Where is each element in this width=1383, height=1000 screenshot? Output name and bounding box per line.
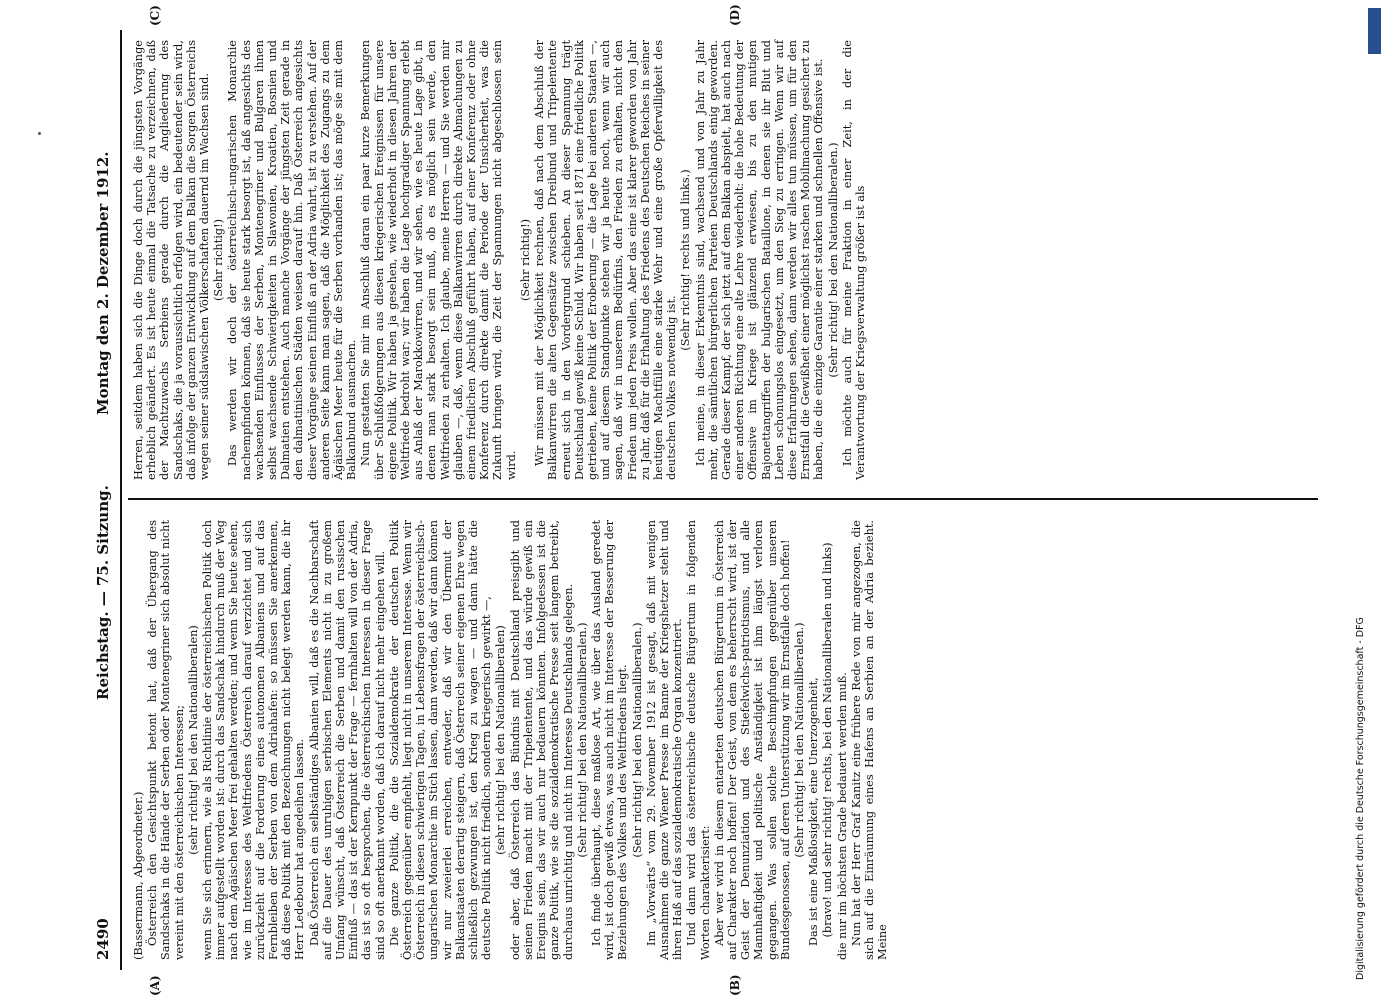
dfg-logo: DFG [1368, 8, 1381, 54]
margin-marker-c: (C) [148, 5, 162, 26]
left-column [132, 520, 890, 960]
digitization-note [1355, 20, 1375, 980]
scan-speck [38, 132, 41, 135]
left-paragraph: Nun hat der Herr Graf Kanitz eine frühere Rede von mir angezogen, die sich auf die Einräumung eines Hafens an Serbien an der Adria bezieht. Meine [849, 520, 890, 960]
right-column [132, 40, 868, 480]
right-paragraph: Wir müssen mit der Möglichkeit rechnen, daß nach dem Abschluß der Balkanwirren die alten Gegensätze zwischen Dreibund und Tripelentente erneut sich in den Vordergrund schieben. An dieser Spannung trägt Deutschland gewiß keine Schuld. Wir haben seit 1871 eine friedliche Politik getrieben, keine Politik der Eroberung — die Lage bei anderen Staaten —, und auf diesem Standpunkte stehen wir ja heute noch, wenn wir auch sagen, daß wir in unserem Bedürfnis, den Frieden zu erhalten, nicht den Frieden um jeden Preis wollen. Aber das eine ist klarer geworden von Jahr zu Jahr, daß für die Erhaltung des Friedens des Deutschen Reiches in seiner heutigen Machtfülle eine starke Wehr und eine große Opferwilligkeit des deutschen Volkes notwendig ist. [533, 40, 679, 480]
document-page [88, 4, 1318, 996]
margin-marker-b: (B) [728, 974, 742, 996]
right-paragraph: Ich meine, in dieser Erkenntnis sind, wachsend und von Jahr zu Jahr mehr, die sämtlichen bürgerlichen Parteien Deutschlands einig geworden. Gerade dieser Kampf, der sich jetzt auf dem Balkan abspielt, hat auch nach einer anderen Richtung eine alte Lehre wiederholt: die hohe Bedeutung der Offensive im Kriege ist glänzend erwiesen, bis zu den mutigen Bajonettangriffen der bulgarischen Bataillone, in denen sie ihr Blut und Leben schonungslos eingesetzt, um den Sieg zu erringen. Wenn wir auf diese Erfahrungen sehen, dann werden wir alles tun müssen, um für den Ernstfall die Gewißheit einer möglichst raschen Mobilmachung gesichert zu haben, die die einzige Garantie einer starken und schnellen Offensive ist. [693, 40, 826, 480]
left-paragraph: oder aber, daß Österreich das Bündnis mit Deutschland preisgibt und seinen Frieden macht mit der Tripelentente, und das würde gewiß ein Ereignis sein, das wir auch nur bedauern könnten. Infolgedessen ist die ganze Politik, wie sie die sozialdemokratische Presse seit langem betreibt, durchaus unrichtig und nicht im Interesse Deutschlands gelegen. [508, 520, 575, 960]
right-paragraph: Das werden wir doch der österreichisch-ungarischen Monarchie nachempfinden können, daß sie heute stark besorgt ist, daß angesichts des wachsenden Einflusses der Serben, Montenegriner und Bulgaren ihnen selbst wachsende Schwierigkeiten in Slawonien, Kroatien, Bosnien und Dalmatien entstehen. Auch manche Vorgänge der jüngsten Zeit gerade in den dalmatinischen Städten weisen darauf hin. Daß Österreich angesichts dieser Vorgänge seinen Einfluß an der Adria wahrt, ist zu verstehen. Auf der anderen Seite kann man sagen, daß die Möglichkeit des Zugangs zu dem Ägäischen Meer heute für die Serben vorhanden ist; das möge sie mit dem Balkanbund ausmachen. [226, 40, 359, 480]
right-interjection: (Sehr richtig! rechts und links.) [679, 169, 693, 351]
header-right-title: Montag den 2. Dezember 1912. [94, 151, 112, 415]
column-divider [128, 498, 1318, 500]
left-paragraph: die nur im höchsten Grade bedauert werden muß. [835, 672, 849, 960]
left-paragraph: Im „Vorwärts“ vom 29. November 1912 ist gesagt, daß mit wenigen Ausnahmen die ganze Wiener Presse im Banne der Kriegshetzer steht und ihren Haß auf das sozialdemokratische Organ konzentriert. [644, 520, 685, 960]
margin-marker-a: (A) [148, 975, 162, 996]
left-interjection: (Sehr richtig! bei den Nationalliberalen.) [792, 622, 806, 858]
left-paragraph: Ich finde überhaupt, diese maßlose Art, wie über das Ausland geredet wird, ist doch gewiß etwas, was auch nicht im Interesse der Besserung der Beziehungen des Volkes und des Weltfriedens liegt. [589, 520, 630, 960]
right-paragraph: Herren, seitdem haben sich die Dinge doch durch die jüngsten Vorgänge erheblich geändert. Es ist heute einmal die Tatsache zu verzeichnen, daß der Machtzuwachs Serbiens gerade durch die Angliederung des Sandschaks, die ja voraussichtlich erfolgen wird, ein bedeutender sein wird, daß infolge der ganzen Entwicklung auf dem Balkan die Sorgen Österreichs wegen seiner südslawischen Völkerschaften dauernd im Wachsen sind. [132, 40, 212, 480]
left-paragraph: Und dann wird das österreichische deutsche Bürgertum in folgenden Worten charakterisiert: [685, 520, 712, 960]
left-paragraph: Die ganze Politik, die die Sozialdemokratie der deutschen Politik Österreich gegenüber empfiehlt, liegt nicht in unserem Interesse. Wenn wir Österreich in diesen schwierigen Tagen, in Lebensfragen der österreichisch-ungarischen Monarchie im Stich lassen, dann werden, daß wir dann können wir nur zweierlei erreichen, entweder, daß wir den Übermut der Balkanstaaten derartig steigern, daß Österreich seiner eigenen Ehre wegen schließlich gezwungen ist, den Krieg zu wagen — und dann hätte die deutsche Politik nicht friedlich, sondern kriegerisch gewirkt —, [387, 520, 494, 960]
left-quote: Aber wer wird in diesem entarteten deutschen Bürgertum in Österreich auf Charakter noch hoffen! Der Geist, von dem es beherrscht wird, ist der Geist der Denunziation und des Stiefelwichs-patriotismus, und alle Mannhaftigkeit und politische Anständigkeit ist ihm längst verloren gegangen. Was sollen solche Beschimpfungen gegenüber unseren Bundesgenossen, auf deren Unterstützung wir im Ernstfalle doch hoffen! [712, 520, 792, 960]
left-interjection: (sehr richtig! bei den Nationalliberalen) [494, 625, 508, 855]
right-paragraph: Ich möchte auch für meine Fraktion in einer Zeit, in der die Verantwortung der Kriegsverwaltung größer ist als [840, 40, 867, 480]
left-paragraph: Daß Österreich ein selbständiges Albanien will, daß es die Nachbarschaft auf die Dauer des unruhigen serbischen Elements nicht in zu großem Umfang wünscht, daß Österreich die Serben und damit den russischen Einfluß — das ist der Kernpunkt der Frage — fernhalten will von der Adria, das ist so oft besprochen, die österreichischen Interessen in dieser Frage sind so oft anerkannt worden, daß ich darauf nicht mehr eingehen will. [307, 520, 387, 960]
right-interjection: (Sehr richtig!) [212, 218, 226, 302]
left-interjection: (sehr richtig! bei den Nationalliberalen) [186, 625, 200, 855]
left-paragraph: (Bassermann, Abgeordneter.) [132, 791, 145, 960]
right-interjection: (Sehr richtig!) [518, 218, 532, 302]
margin-marker-d: (D) [728, 4, 742, 26]
header-left-title: Reichstag. — 75. Sitzung. [94, 485, 112, 700]
left-paragraph: wenn Sie sich erinnern, wie als Richtlinie der österreichischen Politik doch immer aufgestellt worden ist: durch das Sandschak hindurch muß der Weg nach dem Ägäischen Meer frei gehalten werden; und wenn Sie heute sehen, wie im Interesse des Weltfriedens Österreich darauf verzichtet und sich zurückzieht auf die Forderung eines autonomen Albaniens und auf das Fernbleiben der Serben von dem Adriahafen: so müssen Sie anerkennen, daß diese Politik mit den Bezeichnungen nicht belegt werden kann, die ihr Herr Ledebour hat angedeihen lassen. [201, 520, 307, 960]
left-paragraph: Das ist eine Maßlosigkeit, eine Unerzogenheit, [807, 677, 821, 946]
left-interjection: (Sehr richtig! bei den Nationalliberalen.) [630, 622, 644, 858]
page-header [88, 30, 118, 970]
digitization-note-text: Digitalisierung gefördert durch die Deutsche Forschungsgemeinschaft - DFG [1355, 617, 1366, 980]
left-interjection: (Sehr richtig! bei den Nationalliberalen.) [575, 622, 589, 858]
header-rule [120, 30, 122, 970]
left-interjection: (bravo! und sehr richtig! rechts, bei den Nationalliberalen und links) [821, 542, 835, 938]
left-paragraph: Österreich den Gesichtspunkt betont hat, daß der Übergang des Sandschaks in die Hände der Serben oder Montenegriner sich absolut nicht vereint mit den österreichischen Interessen; [146, 520, 186, 960]
right-paragraph: Nun gestatten Sie mir im Anschluß daran ein paar kurze Bemerkungen über Schlußfolgerungen aus diesen kriegerischen Ereignissen für unsere eigene Politik. Wir haben ja gesehen, wie wiederholt in diesen Jahren der Weltfriede bedroht war; wir haben die Lage hochgradiger Spannung erlebt aus Anlaß der Marokkowirren, und wir sehen, wie es heute Lage gibt, in denen man stark besorgt sein muß, ob es möglich sein werde, den Weltfrieden zu erhalten. Ich glaube, meine Herren — und Sie werden mir glauben —, daß, wenn diese Balkanwirren durch direkte Abmachungen zu einem friedlichen Abschluß geführt haben, auf einer Konferenz oder ohne Konferenz durch direkte damit die Periode der Unsicherheit, was die Zukunft bringen wird, die Zeit der Spannungen nicht abgeschlossen sein wird. [359, 40, 518, 480]
page-number: 2490 [94, 918, 112, 960]
right-interjection: (Sehr richtig! bei den Nationalliberalen.) [826, 142, 840, 378]
